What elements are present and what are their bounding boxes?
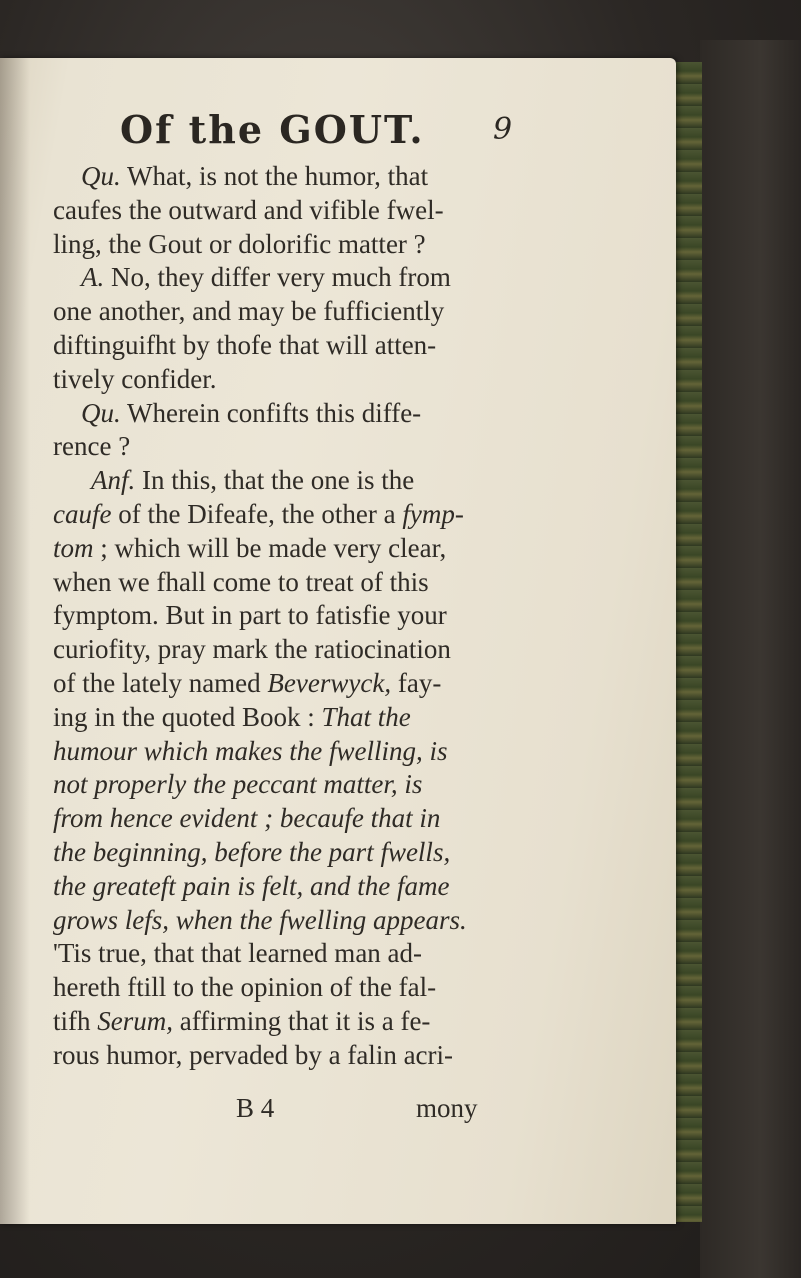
text-segment: the beginning, before the part fwells, <box>53 836 451 867</box>
text-line <box>53 1039 523 1073</box>
text-line <box>53 228 523 262</box>
text-segment: Serum, <box>97 1005 173 1036</box>
text-line <box>53 566 523 600</box>
text-segment: No, they differ very much from <box>104 262 451 293</box>
text-line <box>53 532 523 566</box>
text-line <box>53 430 523 464</box>
signature-mark: B 4 <box>236 1093 275 1123</box>
text-segment: rence ? <box>53 431 131 462</box>
text-segment: Wherein confifts this diffe- <box>120 397 422 428</box>
page-number: 9 <box>493 112 513 147</box>
text-line <box>53 904 523 938</box>
text-segment: of the lately named <box>53 667 268 698</box>
text-segment: when we fhall come to treat of this <box>53 566 429 597</box>
text-segment: hereth ftill to the opinion of the fal- <box>53 972 437 1003</box>
text-segment: from hence evident ; becaufe that in <box>53 803 441 834</box>
text-segment: That the <box>321 701 411 732</box>
text-line <box>53 971 523 1005</box>
text-segment: A. <box>81 262 105 293</box>
text-segment: the greateft pain is felt, and the fame <box>53 870 450 901</box>
text-segment: fymptom. But in part to fatisfie your <box>53 600 447 631</box>
text-segment: What, is not the humor, that <box>120 161 429 191</box>
text-line <box>53 261 523 295</box>
text-line <box>53 397 523 431</box>
body-text <box>53 160 523 1073</box>
catchword: mony <box>416 1093 478 1123</box>
text-segment: In this, that the one is the <box>135 465 415 496</box>
text-line <box>53 599 523 633</box>
running-head: Of the GOUT. <box>120 107 425 152</box>
text-line <box>53 701 523 735</box>
marbled-page-edge <box>676 62 702 1222</box>
book-cover-edge <box>700 40 801 1278</box>
text-segment: tively confider. <box>53 363 217 394</box>
text-segment: tifh <box>53 1005 98 1036</box>
text-line <box>53 937 523 971</box>
text-segment: ling, the Gout or dolorific matter ? <box>53 228 426 259</box>
text-segment: diftinguifht by thofe that will atten- <box>53 329 437 360</box>
text-segment: caufes the outward and vifible fwel- <box>53 194 444 225</box>
text-segment: of the Difeafe, the other a <box>111 498 403 529</box>
text-line <box>53 870 523 904</box>
text-segment: Qu. <box>81 397 121 428</box>
text-segment: caufe <box>53 498 112 529</box>
text-segment: Beverwyck, <box>267 667 392 698</box>
text-line <box>53 667 523 701</box>
text-segment: Qu. <box>81 161 121 191</box>
text-line <box>53 464 523 498</box>
text-segment: ing in the quoted Book : <box>53 701 322 732</box>
text-segment: ; which will be made very clear, <box>93 532 447 563</box>
text-segment: 'Tis true, that that learned man ad- <box>53 938 423 969</box>
text-segment: curiofity, pray mark the ratiocination <box>53 634 451 665</box>
gutter-shadow <box>0 58 30 1224</box>
text-line <box>53 363 523 397</box>
text-line <box>53 1005 523 1039</box>
text-line <box>53 802 523 836</box>
text-line <box>53 194 523 228</box>
text-line <box>53 633 523 667</box>
text-segment: grows lefs, when the fwelling appears. <box>53 904 467 935</box>
text-segment: tom <box>53 532 94 563</box>
text-segment: not properly the peccant matter, is <box>53 769 423 800</box>
text-segment: fay- <box>391 667 442 698</box>
text-segment: one another, and may be fufficiently <box>53 296 445 327</box>
text-segment: affirming that it is a fe- <box>173 1005 431 1036</box>
text-line <box>53 329 523 363</box>
text-segment: humour which makes the fwelling, is <box>53 735 448 766</box>
text-line <box>53 735 523 769</box>
text-segment: rous humor, pervaded by a falin acri- <box>53 1039 454 1070</box>
text-line <box>53 768 523 802</box>
text-line <box>53 498 523 532</box>
text-line <box>53 295 523 329</box>
text-segment: Anf. <box>91 465 136 496</box>
text-line <box>53 836 523 870</box>
text-line <box>53 160 523 194</box>
text-segment: fymp- <box>402 498 464 529</box>
